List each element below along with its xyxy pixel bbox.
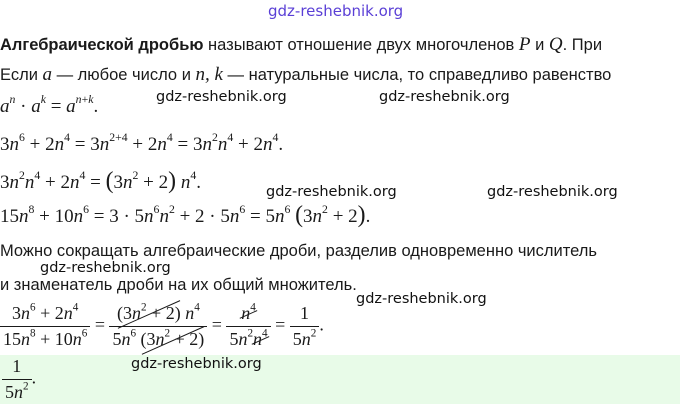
formula-step-1: $3n^6 + 2n^4 = 3n^{2+4} + 2n^4 = 3n^2n^4 + 2n^4$. xyxy=(0,131,284,155)
hint-line-2: и знаменатель дроби на их общий множитель. xyxy=(0,276,357,294)
definition-text: называют отношение двух многочленов xyxy=(203,36,519,54)
fraction-cancel: $\frac{n^4}{5n^2n^4}$ xyxy=(226,303,270,350)
condition-end: — натуральные числа, то справедливо равенство xyxy=(222,66,612,84)
symbol-nk: n, k xyxy=(195,64,223,85)
watermark: gdz-reshebnik.org xyxy=(356,291,487,307)
definition-end: . При xyxy=(562,36,603,54)
answer-box xyxy=(0,355,680,404)
condition-line xyxy=(0,64,611,86)
watermark: gdz-reshebnik.org xyxy=(379,89,510,105)
definition-and: и xyxy=(530,36,549,54)
condition-if: Если xyxy=(0,66,43,84)
fraction-factored: $\frac{(3n^2 + 2) n^4}{5n^6 (3n^2 + 2)}$ xyxy=(109,303,207,350)
watermark-top: gdz-reshebnik.org xyxy=(268,2,404,20)
symbol-q: Q xyxy=(548,34,563,55)
watermark: gdz-reshebnik.org xyxy=(266,184,397,200)
formula-power-rule: $a^n \cdot a^k = a^{n+k}$. xyxy=(0,93,99,117)
watermark: gdz-reshebnik.org xyxy=(156,89,287,105)
definition-line xyxy=(0,34,602,56)
fraction-original: $\frac{3n^6 + 2n^4}{15n^8 + 10n^6}$ xyxy=(0,303,90,350)
watermark: gdz-reshebnik.org xyxy=(487,184,618,200)
condition-mid: — любое число и xyxy=(52,66,196,84)
formula-step-3: $15n^8 + 10n^6 = 3 \cdot 5n^6n^2 + 2 \cdot 5n^6 = 5n^6$ $(3n^2 + 2)$. xyxy=(0,202,371,228)
symbol-p: P xyxy=(518,34,531,55)
definition-term: Алгебраической дробью xyxy=(0,36,204,54)
fraction-result: $\frac{1}{5n^2}$ xyxy=(290,303,320,350)
formula-step-2: $3n^2n^4 + 2n^4 = (3n^2 + 2)$ $n^4$. xyxy=(0,168,201,194)
watermark: gdz-reshebnik.org xyxy=(131,356,262,372)
hint-line-1: Можно сокращать алгебраические дроби, разделив одновременно числитель xyxy=(0,242,597,260)
symbol-a: a xyxy=(42,64,52,85)
watermark: gdz-reshebnik.org xyxy=(40,260,171,276)
answer-fraction: $\frac{1}{5n^2}$ . xyxy=(2,356,36,403)
formula-fraction-reduction: $\frac{3n^6 + 2n^4}{15n^8 + 10n^6}$ = $\frac{(3n^2 + 2) n^4}{5n^6 (3n^2 + 2)}$ = $\frac{n^4}{5n^2n^4}$ = $\frac{1}{5n^2}$ . xyxy=(0,303,324,350)
